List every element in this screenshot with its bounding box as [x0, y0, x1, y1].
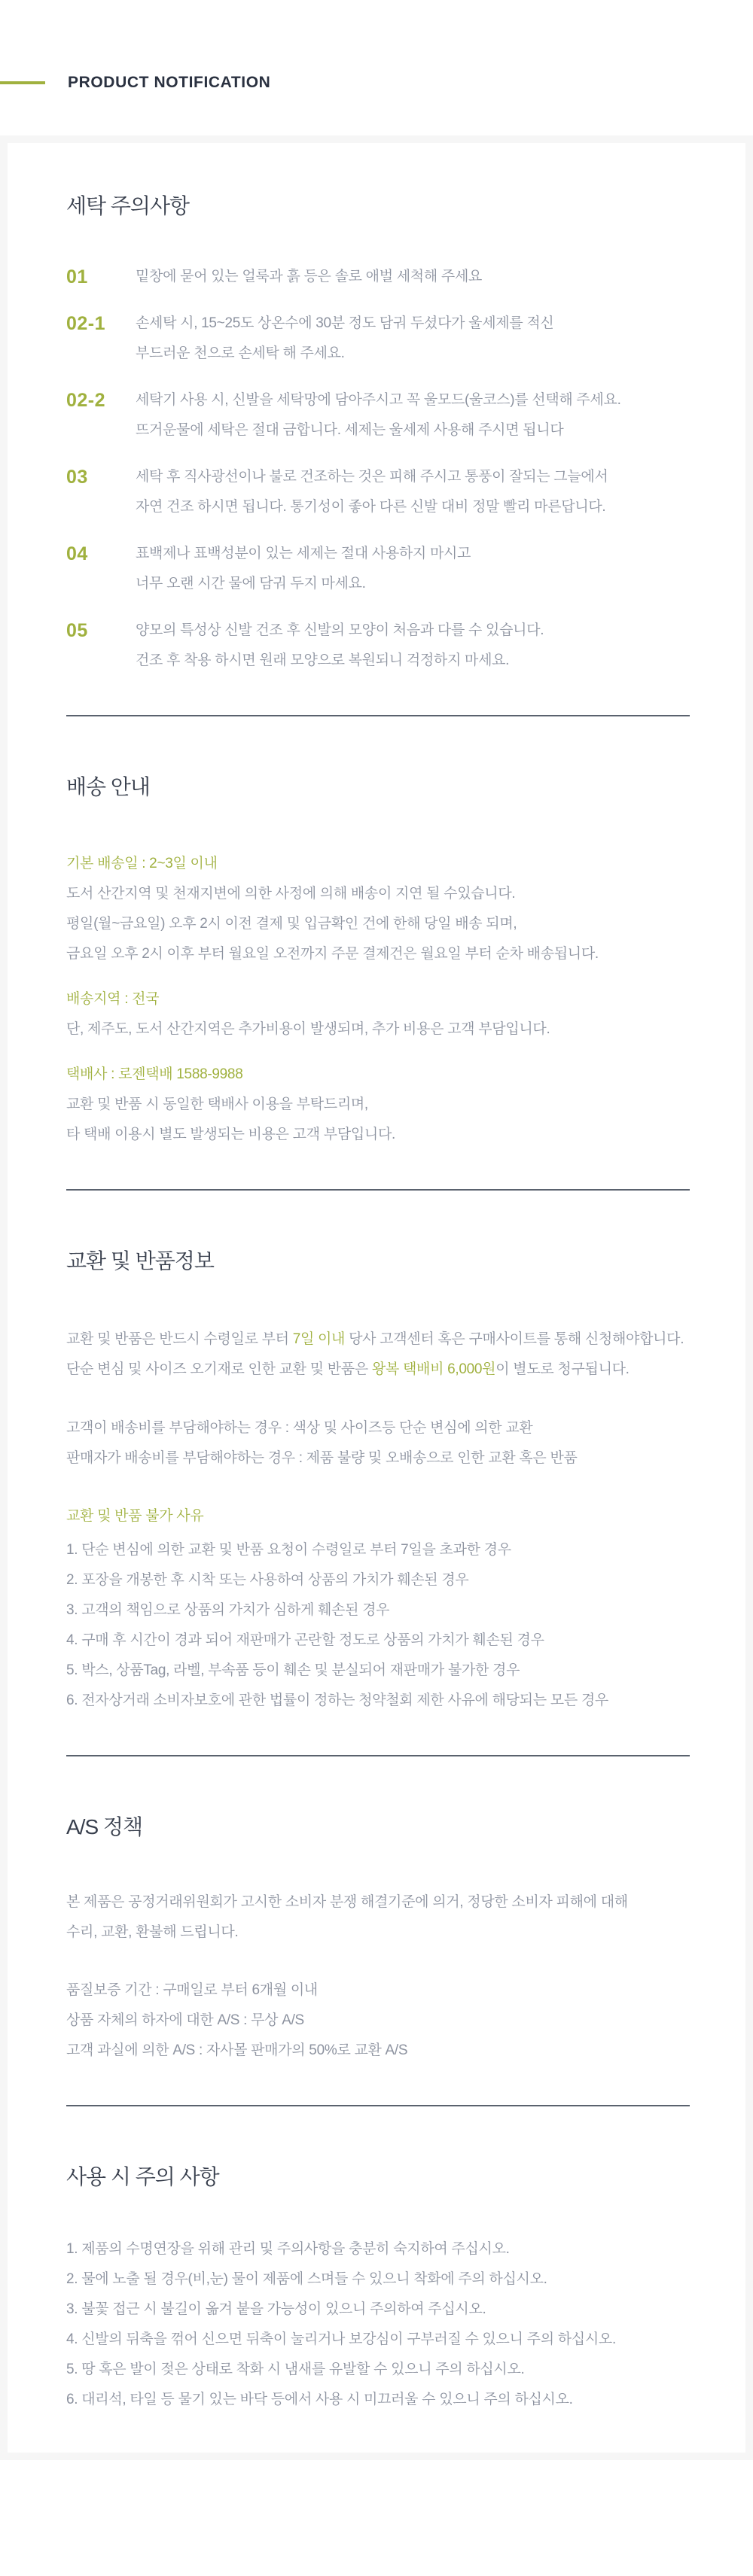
washing-item-text: [136, 309, 690, 369]
washing-item-number: 04: [66, 543, 88, 564]
highlight-label: 기본 배송일 : 2~3일 이내: [66, 856, 218, 871]
section-title: A/S 정책: [66, 1815, 143, 1838]
body-line: [66, 1355, 690, 1385]
washing-item-text: [136, 462, 690, 522]
shipping-group-courier: [66, 1060, 690, 1150]
list-item: 3. 고객의 책임으로 상품의 가치가 심하게 훼손된 경우: [66, 1602, 390, 1618]
exchange-restriction-list: [66, 1535, 690, 1716]
body-line: 교환 및 반품 시 동일한 택배사 이용을 부탁드리며,: [66, 1096, 368, 1112]
page-header-row: [0, 72, 753, 93]
list-item: 2. 포장을 개봉한 후 시착 또는 사용하여 상품의 가치가 훼손된 경우: [66, 1572, 469, 1588]
body-line: 평일(월~금요일) 오후 2시 이전 결제 및 입금확인 건에 한해 당일 배송 되며,: [66, 916, 517, 932]
list-item: 2. 물에 노출 될 경우(비,눈) 물이 제품에 스며들 수 있으니 착화에 주의 하십시오.: [66, 2271, 547, 2287]
washing-item-number: 02-1: [66, 313, 106, 334]
notice-panel: [0, 135, 753, 2460]
highlight-label: 택배사 : 로젠택배 1588-9988: [66, 1066, 243, 1082]
body-line: 고객 과실에 의한 A/S : 자사몰 판매가의 50%로 교환 A/S: [66, 2042, 408, 2058]
section-usage-precautions: [66, 2165, 690, 2415]
washing-item-number: 05: [66, 620, 88, 641]
exchange-restriction-block: [66, 1501, 690, 1716]
page-header: [0, 0, 753, 135]
section-title: 교환 및 반품정보: [66, 1249, 214, 1273]
section-divider: [66, 1189, 690, 1191]
washing-item-text: [136, 385, 690, 446]
body-line: 건조 후 착용 하시면 원래 모양으로 복원되니 걱정하지 마세요.: [136, 652, 510, 668]
section-divider: [66, 1755, 690, 1756]
highlight-label: 배송지역 : 전국: [66, 991, 160, 1007]
washing-item-text: [136, 616, 690, 676]
highlight-text: 왕복 택배비 6,000원: [371, 1361, 496, 1377]
text-segment: 단순 변심 및 사이즈 오기재로 인한 교환 및 반품은: [66, 1361, 372, 1377]
notice-card: [8, 143, 745, 2453]
body-line: 판매자가 배송비를 부담해야하는 경우 : 제품 불량 및 오배송으로 인한 교환 혹은 반품: [66, 1450, 578, 1466]
body-line: 부드러운 천으로 손세탁 해 주세요.: [136, 345, 345, 361]
body-line: 양모의 특성상 신발 건조 후 신발의 모양이 처음과 다를 수 있습니다.: [136, 622, 544, 638]
as-policy-terms: [66, 1975, 690, 2066]
washing-item: [66, 309, 690, 369]
list-item: 3. 불꽃 접근 시 불길이 옮겨 붙을 가능성이 있으니 주의하여 주십시오.: [66, 2301, 486, 2317]
list-item: 1. 제품의 수명연장을 위해 관리 및 주의사항을 충분히 숙지하여 주십시오.: [66, 2241, 510, 2257]
exchange-intro: [66, 1324, 690, 1385]
page-title: PRODUCT NOTIFICATION: [68, 74, 271, 91]
usage-precaution-list: [66, 2234, 690, 2415]
body-line: 세탁기 사용 시, 신발을 세탁망에 담아주시고 꼭 울모드(울코스)를 선택해 주세요.: [136, 392, 621, 408]
washing-item: [66, 616, 690, 676]
text-segment: 당사 고객센터 혹은 구매사이트를 통해 신청해야합니다.: [345, 1331, 684, 1347]
washing-item-number: 02-2: [66, 390, 106, 411]
body-line: 너무 오랜 시간 물에 담궈 두지 마세요.: [136, 576, 366, 592]
section-exchange-return: [66, 1249, 690, 1716]
washing-item: [66, 385, 690, 446]
section-title: 배송 안내: [66, 775, 150, 798]
as-policy-intro: [66, 1887, 690, 1948]
list-item: 5. 땅 혹은 발이 젖은 상태로 착화 시 냄새를 유발할 수 있으니 주의 하십시오.: [66, 2362, 525, 2377]
accent-dash: [0, 81, 45, 84]
body-line: 단, 제주도, 도서 산간지역은 추가비용이 발생되며, 추가 비용은 고객 부담입니다.: [66, 1021, 550, 1037]
body-line: [66, 1324, 690, 1355]
list-item: 6. 대리석, 타일 등 물기 있는 바닥 등에서 사용 시 미끄러울 수 있으니 주의 하십시오.: [66, 2392, 573, 2407]
section-title: 세탁 주의사항: [66, 194, 190, 217]
shipping-group-region: [66, 984, 690, 1045]
body-line: 세탁 후 직사광선이나 불로 건조하는 것은 피해 주시고 통풍이 잘되는 그늘에서: [136, 469, 608, 485]
washing-item-text: [136, 262, 690, 292]
list-item: 6. 전자상거래 소비자보호에 관한 법률이 정하는 청약철회 제한 사유에 해당되는 모든 경우: [66, 1692, 608, 1708]
exchange-cost-cases: [66, 1413, 690, 1474]
body-line: 손세탁 시, 15~25도 상온수에 30분 정도 담궈 두셨다가 울세제를 적신: [136, 315, 554, 331]
body-line: 밑창에 묻어 있는 얼룩과 흙 등은 솔로 애벌 세척해 주세요: [136, 269, 483, 284]
section-divider: [66, 715, 690, 716]
washing-item: [66, 262, 690, 292]
washing-item-number: 01: [66, 266, 88, 287]
body-line: 도서 산간지역 및 천재지변에 의한 사정에 의해 배송이 지연 될 수있습니다.: [66, 886, 516, 902]
body-line: 품질보증 기간 : 구매일로 부터 6개월 이내: [66, 1982, 318, 1998]
body-line: 금요일 오후 2시 이후 부터 월요일 오전까지 주문 결제건은 월요일 부터 순차 배송됩니다.: [66, 946, 599, 962]
list-item: 4. 신발의 뒤축을 꺾어 신으면 뒤축이 눌리거나 보강심이 구부러질 수 있으니 주의 하십시오.: [66, 2331, 616, 2347]
section-divider: [66, 2105, 690, 2106]
highlight-text: 7일 이내: [292, 1331, 346, 1347]
body-line: 타 택배 이용시 별도 발생되는 비용은 고객 부담입니다.: [66, 1127, 396, 1142]
washing-item: [66, 462, 690, 522]
body-line: 뜨거운물에 세탁은 절대 금합니다. 세제는 울세제 사용해 주시면 됩니다: [136, 422, 564, 438]
list-item: 5. 박스, 상품Tag, 라벨, 부속품 등이 훼손 및 분실되어 재판매가 불가한 경우: [66, 1662, 520, 1678]
section-as-policy: [66, 1815, 690, 2066]
text-segment: 이 별도로 청구됩니다.: [495, 1361, 630, 1377]
list-item: 1. 단순 변심에 의한 교환 및 반품 요청이 수령일로 부터 7일을 초과한 경우: [66, 1542, 511, 1558]
highlight-label: 교환 및 반품 불가 사유: [66, 1508, 204, 1524]
bottom-whitespace: [0, 2460, 753, 2564]
body-line: 자연 건조 하시면 됩니다. 통기성이 좋아 다른 신발 대비 정말 빨리 마른답니다.: [136, 499, 606, 515]
section-shipping-info: [66, 775, 690, 1150]
shipping-group-delivery-days: [66, 849, 690, 969]
section-title: 사용 시 주의 사항: [66, 2165, 219, 2188]
text-segment: 교환 및 반품은 반드시 수령일로 부터: [66, 1331, 293, 1347]
body-line: 본 제품은 공정거래위원회가 고시한 소비자 분쟁 해결기준에 의거, 정당한 소비자 피해에 대해: [66, 1894, 628, 1910]
body-line: 상품 자체의 하자에 대한 A/S : 무상 A/S: [66, 2012, 304, 2028]
washing-item-text: [136, 539, 690, 599]
washing-item: [66, 539, 690, 599]
body-line: 고객이 배송비를 부담해야하는 경우 : 색상 및 사이즈등 단순 변심에 의한 교환: [66, 1420, 533, 1436]
body-line: 표백제나 표백성분이 있는 세제는 절대 사용하지 마시고: [136, 546, 471, 561]
washing-item-number: 03: [66, 467, 88, 488]
section-washing-care: [66, 194, 690, 676]
list-item: 4. 구매 후 시간이 경과 되어 재판매가 곤란할 정도로 상품의 가치가 훼손된 경우: [66, 1632, 544, 1648]
body-line: 수리, 교환, 환불해 드립니다.: [66, 1924, 239, 1940]
